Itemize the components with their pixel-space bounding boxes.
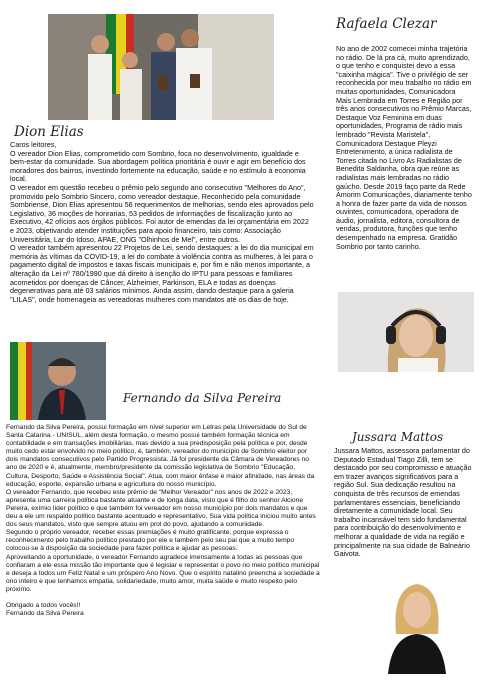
dion-paragraph: O vereador também apresentou 22 Projetos de Lei, sendo destaques: a lei do dia municipal em memória às vítimas da COVID-19, a lei do combate à violência contra as mulheres, à lei para o pagamento digital de impostos e taxas fiscais municipais e, por fim e não menos importante, a alteração da Lei nº 780/1990 que dá direito à isenção do IPTU para pessoas e familiares acometidos por doenças de Câncer, Alzheimer, Parkinson, ELA e todas as doenças degenerativas para até 03 salários mínimos. Ainda assim, dando destaque para a galeria "LILAS", onde homenageia as vereadoras mulheres com mandatos até os dias de hoje.	[10, 243, 314, 304]
rafaela-clezar-article: No ano de 2002 comecei minha trajetória no rádio. De lá pra cá, muito aprendizado, o que tenho e conquistei devo a essa "caixinha mágica". Tive o privilégio de ser reconhecida por meu trabalho no rádio em muitas oportunidades, Comunicadora Mais Lembrada em Torres e Região por três anos consecutivos no Prêmio Marcas, Destaque Voz Feminina em duas oportunidades, Programa de rádio mais lembrado "Revista Maristela", Comunicadora Destaque Pleyzi Entretenimento, a única radialista de Torres citada no Livro As Radialistas de Benedita Saldanha, obra que reúne as radialistas mais lembradas no rádio gaúcho. Desde 2019 faço parte da Rede Amorim Comunicações, diariamente tenho a honra de fazer parte da vida de nossos ouvintes, comunicadora, operadora de áudio, jornalista, editora, consultora de vendas, produtora, funções que tenho desempenhado na empresa. Gratidão Sombrio por tanto carinho.	[336, 44, 472, 251]
fernando-pereira-photo	[10, 342, 106, 420]
fernando-paragraph: O vereador Fernando, que recebeu este prêmio de "Melhor Vereador" nos anos de 2022 e 2023, apresenta uma carreira política bastante atuante e de longa data, visto que é filho do senhor Alcione Pereira, exímio líder político e que também foi vereador em nosso município por dois mandatos e que deu a ele um respaldo político bastante acentuado e representativo. Sua vida política iniciou muito antes dos seus mandatos, visto que sempre atuou em prol do povo, ajudando a comunidade.	[6, 488, 316, 529]
jussara-mattos-photo	[382, 574, 452, 674]
dion-elias-name: Dion Elias	[14, 124, 84, 140]
jussara-mattos-name: Jussara Mattos	[352, 430, 444, 444]
rafaela-clezar-photo	[338, 292, 474, 372]
fernando-paragraph: Segundo o próprio vereador, receber essas premiações é muito gratificante, porque expressa o reconhecimento pelo trabalho político prestado por ele e também pelo seu pai que a muito tempo colocou-se à disposição da sociedade para fazer política e ajudar as pessoas.	[6, 529, 295, 553]
dion-paragraph: O vereador Dion Elias, comprometido com Sombrio, foca no desenvolvimento, igualdade e bem-estar da comunidade. Sua abordagem política prioritária é ouvir e agir em benefício dos moradores dos bairros, investindo fortemente na educação, saúde e no estímulo à economia local.	[10, 148, 306, 184]
rafaela-clezar-name: Rafaela Clezar	[336, 16, 437, 32]
fernando-paragraph: Aproveitando a oportunidade, o vereador Fernando agradece imensamente a todas as pessoas que confiaram a ele essa missão tão importante que é legislar e representar o povo no meio político municipal e deseja a todos um Feliz Natal e um próspero Ano Novo. Que o espírito natalino preencha a sociedade a ono inteiro e que tenhamos empatia, solidariedade, muito amor, muita saúde e muito respeito pelo próximo.	[6, 553, 320, 593]
fernando-closing: Obrigado a todos vocês!!	[6, 601, 81, 609]
fernando-paragraph: Fernando da Silva Pereira, possui formação em nível superior em Letras pela Universidade do Sul de Santa Catarina - UNISUL, além desta formação, o mesmo possui também formação técnica em contabilidade e em transações imobiliárias, mas devido a sua predisposição pela política e por, desde muito cedo estar envolvido no meio político, é, também, vereador do município de Sombrio eleitor por dois mandatos consecutivos pelo Partido Progressista. Já foi presidente da Câmara de Vereadores no ano de 2020 e é, atualmente, membro/presidente da comissão legislativa de Sombrio "Educação, Cultura, Desporto, Saúde e Assistência Social". Atua, com maior ênfase e maior afinidade, nas áreas da educação, esporte, expansão urbana e agricultura do nosso município.	[6, 424, 315, 488]
dion-paragraph: O vereador em questão recebeu o prêmio pelo segundo ano consecutivo "Melhores do Ano", promovido pelo Sombrio Sincero, como vereador destaque. Reconhecido pela comunidade Sombriense, Dion Elias apresentou 56 requerimentos de melhorias, sendo eles aprovados pelo Legislativo, 36 moções de honrarias, 53 pedidos de informações de fiscalização junto ao Executivo, 42 ofícios aos órgãos públicos. Foi autor de emendas da lei orçamentária em 2022 e 2023, objetivando atender instituições para apoio financeiro, tais como: Associação Universitária, Lar do Idoso, APAE, ONG "Olhinhos de Mel", entre outros.	[10, 182, 314, 244]
jussara-mattos-article: Jussara Mattos, assessora parlamentar do Deputado Estadual Tiago Zilli, tem se destacado por seu compromisso e atuação em trazer avanços significativos para a região Sul. Sua dedicação resultou na conquista de três recursos de emendas parlamentares essenciais, beneficiando diretamente a comunidade local. Seu trabalho incansável tem sido fundamental para contribuição do desenvolvimento e melhorar a qualidade de vida na região e principalmente na sua cidade de Balneário Gaivota.	[334, 446, 472, 559]
dion-elias-award-photo	[48, 14, 274, 120]
dion-elias-article	[10, 141, 314, 304]
fernando-pereira-name: Fernando da Silva Pereira	[123, 391, 282, 405]
fernando-signature: Fernando da Silva Pereira	[6, 610, 84, 618]
dion-greeting: Caros leitores,	[10, 140, 57, 149]
fernando-pereira-article	[6, 424, 320, 618]
